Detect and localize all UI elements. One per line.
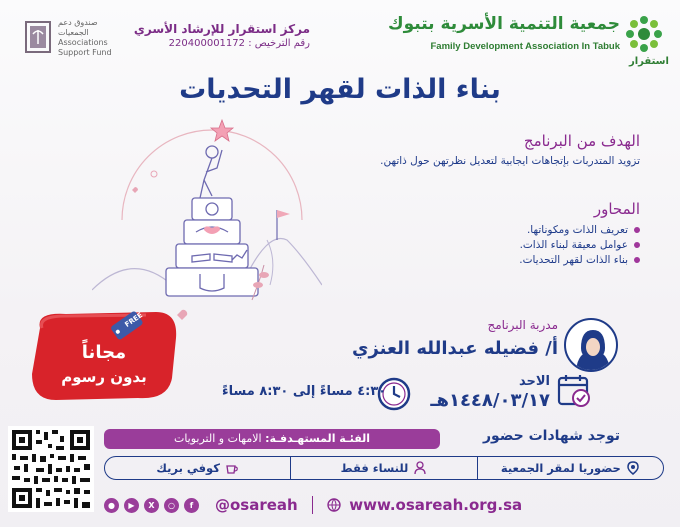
snapchat-icon[interactable]: ● xyxy=(104,498,119,513)
event-day: الاحد xyxy=(518,374,550,389)
event-time: ٤:٣٠ مساءً إلى ٨:٣٠ مساءً xyxy=(222,384,387,399)
axes-list xyxy=(519,222,640,267)
axis-item-text: بناء الذات لقهر التحديات. xyxy=(519,253,628,266)
list-item xyxy=(519,222,640,237)
calendar-icon xyxy=(556,372,592,408)
audience-label: الفئـة المستهـدفـة: xyxy=(265,432,371,445)
info-item-coffee xyxy=(105,457,290,479)
free-tag-icon: FREE xyxy=(123,311,145,329)
program-title: بناء الذات لقهر التحديات xyxy=(179,74,501,105)
info-text: حضوريا لمقر الجمعية xyxy=(500,461,621,475)
axis-item-text: تعريف الذات ومكوناتها. xyxy=(526,223,628,236)
license-number: رقم الترخيص : 220400001172 xyxy=(168,38,310,49)
goal-text: تزويد المتدربات بإتجاهات ايجابية لتعديل نظرتهن حول ذاتهن. xyxy=(380,155,640,167)
association-name-ar: جمعية التنمية الأسرية بتبوك xyxy=(388,14,620,34)
list-item xyxy=(519,237,640,252)
trainer-name: أ/ فضيله عبدالله العنزي xyxy=(351,338,558,359)
association-logo-word: استقرار xyxy=(629,56,669,67)
target-audience-bar xyxy=(104,429,440,449)
bullet-icon xyxy=(634,242,640,248)
fund-line: Associations xyxy=(58,38,108,47)
trainer-avatar xyxy=(564,318,618,372)
fund-logo-text xyxy=(58,18,112,58)
globe-icon xyxy=(327,498,341,512)
footer-divider xyxy=(312,496,314,514)
fund-logo-icon xyxy=(24,18,54,58)
free-text: مجاناً xyxy=(81,342,127,363)
info-bar xyxy=(104,456,664,480)
bullet-icon xyxy=(634,257,640,263)
audience-value: الامهات و التربويات xyxy=(173,432,262,445)
fund-line: Support Fund xyxy=(58,48,112,57)
bullet-icon xyxy=(634,227,640,233)
footer xyxy=(104,490,668,520)
facebook-icon[interactable]: f xyxy=(184,498,199,513)
info-text: للنساء فقط xyxy=(340,461,409,475)
qr-code[interactable] xyxy=(8,426,94,512)
location-icon xyxy=(626,461,640,475)
center-name: مركز استقرار للإرشاد الأسري xyxy=(133,22,310,36)
fund-line: الجمعيات xyxy=(58,28,89,37)
website-link[interactable]: www.osareah.org.sa xyxy=(349,496,523,514)
event-date: ١٤٤٨/٠٣/١٧هـ xyxy=(430,390,550,411)
info-item-women xyxy=(290,457,476,479)
association-logo-icon xyxy=(624,14,664,54)
instagram-icon[interactable]: ○ xyxy=(164,498,179,513)
info-item-location xyxy=(477,457,663,479)
info-text: كوفي بريك xyxy=(156,461,220,475)
x-icon[interactable]: X xyxy=(144,498,159,513)
axes-heading: المحاور xyxy=(593,200,640,218)
woman-icon xyxy=(413,461,427,475)
axis-item-text: عوامل معيقة لبناء الذات. xyxy=(519,238,628,251)
association-name-en: Family Development Association In Tabuk xyxy=(430,41,620,52)
self-building-illustration xyxy=(92,110,322,330)
youtube-icon[interactable]: ▶ xyxy=(124,498,139,513)
no-fees-text: بدون رسوم xyxy=(61,368,147,386)
social-icons xyxy=(104,498,199,513)
social-handle[interactable]: @osareah xyxy=(215,496,298,514)
hijab-woman-icon xyxy=(566,320,618,372)
fund-line: صندوق دعم xyxy=(58,18,98,27)
free-badge xyxy=(26,308,182,404)
goal-heading: الهدف من البرنامج xyxy=(523,132,640,150)
certificates-text: توجد شهادات حضور xyxy=(483,428,620,444)
trainer-label: مدربة البرنامج xyxy=(487,318,558,332)
coffee-icon xyxy=(225,461,239,475)
list-item xyxy=(519,252,640,267)
